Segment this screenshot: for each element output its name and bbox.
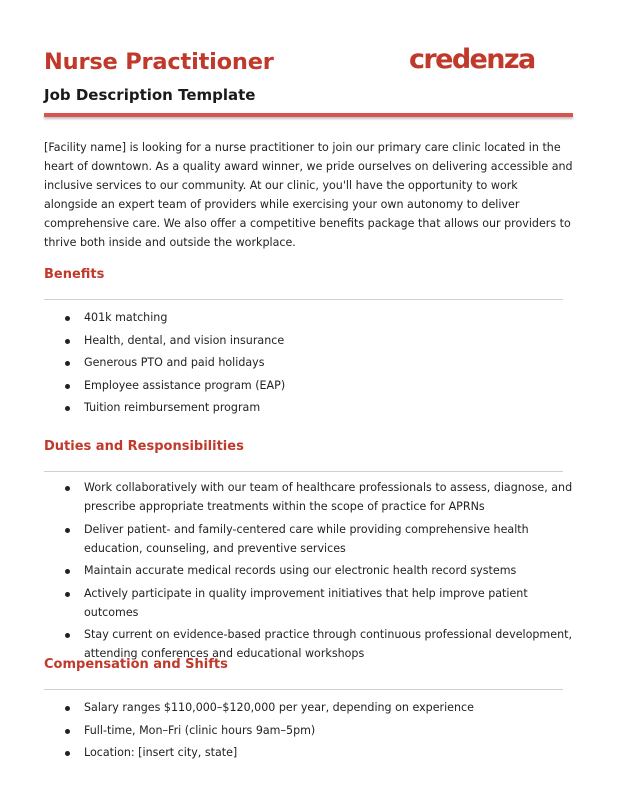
header-divider-bar [44, 113, 573, 117]
section-divider [44, 299, 563, 300]
section-divider [44, 689, 563, 690]
list-item: Health, dental, and vision insurance [84, 331, 574, 350]
list-item: Location: [insert city, state] [84, 743, 574, 762]
duties-list [84, 478, 574, 667]
list-item: Employee assistance program (EAP) [84, 376, 574, 395]
section-heading-compensation: Compensation and Shifts [44, 657, 228, 672]
list-item: Tuition reimbursement program [84, 398, 574, 417]
list-item: Deliver patient- and family-centered care while providing comprehensive health education, counseling, and preventive services [84, 520, 574, 558]
list-item: Work collaboratively with our team of healthcare professionals to assess, diagnose, and prescribe appropriate treatments within the scope of practice for APRNs [84, 478, 574, 516]
list-item: Maintain accurate medical records using our electronic health record systems [84, 561, 574, 580]
compensation-list [84, 698, 574, 766]
section-heading-duties: Duties and Responsibilities [44, 439, 244, 454]
list-item: Full-time, Mon–Fri (clinic hours 9am–5pm) [84, 721, 574, 740]
list-item: Salary ranges $110,000–$120,000 per year, depending on experience [84, 698, 574, 717]
section-divider [44, 471, 563, 472]
page-subtitle: Job Description Template [44, 86, 256, 104]
intro-paragraph: [Facility name] is looking for a nurse practitioner to join our primary care clinic located in the heart of downtown. As a quality award winner, we pride ourselves on delivering accessible and inclusive services to our community. At our clinic, you'll have the opportunity to work alongside an expert team of providers while exercising your own autonomy to deliver comprehensive care. We also offer a competitive benefits package that allows our providers to thrive both inside and outside the workplace. [44, 141, 573, 249]
list-item: Generous PTO and paid holidays [84, 353, 574, 372]
list-item: Actively participate in quality improvement initiatives that help improve patient outcomes [84, 584, 574, 622]
benefits-list [84, 308, 574, 421]
section-heading-benefits: Benefits [44, 267, 105, 282]
list-item: 401k matching [84, 308, 574, 327]
credenza-logo: credenza [409, 44, 535, 75]
list-item: Stay current on evidence-based practice through continuous professional development, attending conferences and educational workshops [84, 625, 574, 663]
page-title: Nurse Practitioner [44, 49, 274, 75]
